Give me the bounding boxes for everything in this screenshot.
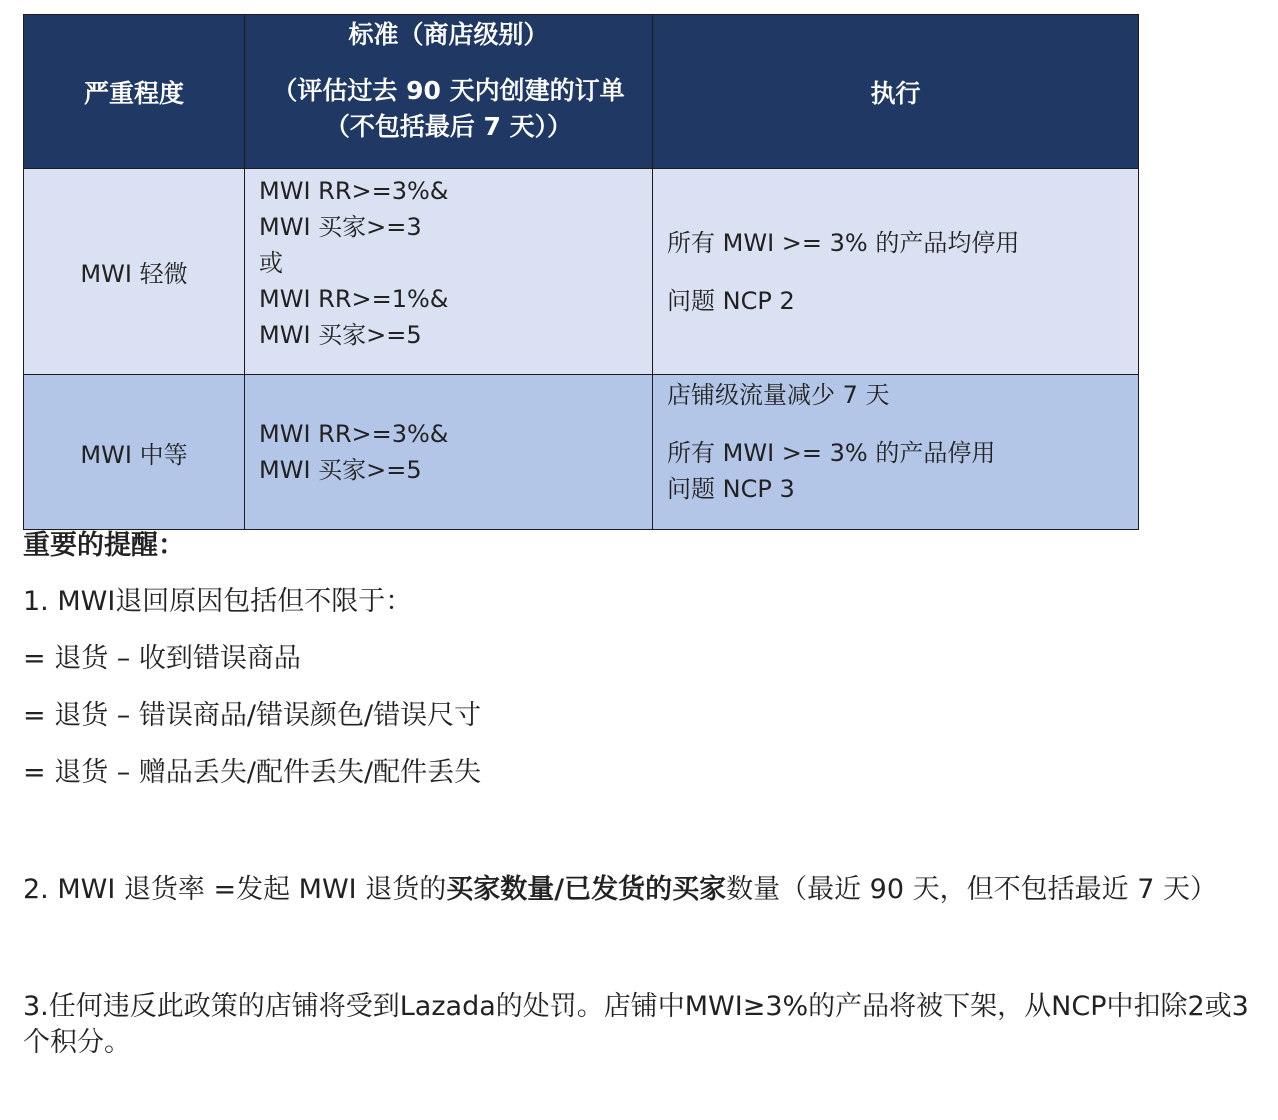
severity-cell [24,375,245,530]
criteria-line: MWI RR>=1%& [259,285,449,313]
table-row [24,375,1139,530]
criteria-line: MWI 买家>=3 [259,213,422,241]
severity-cell [24,169,245,375]
criteria-cell [245,375,653,530]
action-line: 所有 MWI >= 3% 的产品均停用 [667,228,1020,257]
severity-label: MWI 轻微 [80,260,188,288]
header-criteria-title: 标准（商店级别） [348,20,549,49]
criteria-line: MWI RR>=3%& [259,177,449,205]
note-item-2-prefix: 2. MWI 退货率 =发起 MWI 退货的 [23,874,447,905]
header-severity [24,15,245,169]
note-bullet: = 退货 – 错误商品/错误颜色/错误尺寸 [23,700,482,731]
action-line: 店铺级流量减少 7 天 [667,381,890,409]
header-action [653,15,1139,169]
criteria-cell [245,169,653,375]
note-bullet: = 退货 – 收到错误商品 [23,643,301,674]
note-item-3: 3.任何违反此政策的店铺将受到Lazada的处罚。店铺中MWI≥3%的产品将被下架，从NCP中扣除2或3个积分。 [23,991,1249,1058]
action-line: 问题 NCP 3 [667,475,795,503]
note-item-2-sep: / [554,874,565,905]
note-item-2-bold1: 买家数量 [446,874,555,905]
header-action-label: 执行 [870,78,921,108]
note-bullet: = 退货 – 赠品丢失/配件丢失/配件丢失 [23,757,482,788]
header-criteria-sub1: （评估过去 90 天内创建的订单 [272,76,625,105]
header-criteria-sub2: （不包括最后 7 天）） [324,112,573,141]
table-header-row [24,15,1139,169]
criteria-line: MWI RR>=3%& [259,420,449,448]
note-item-2-bold2: 已发货的买家 [564,874,727,905]
severity-label: MWI 中等 [80,440,188,469]
notes-heading: 重要的提醒： [23,530,185,561]
policy-table [23,14,1139,530]
criteria-line: 或 [259,249,283,277]
action-cell [653,375,1139,530]
note-item-2-suffix: 数量（最近 90 天，但不包括最近 7 天） [726,874,1217,905]
action-cell [653,169,1139,375]
action-line: 所有 MWI >= 3% 的产品停用 [667,439,996,467]
table-row [24,169,1139,375]
header-criteria [245,15,653,169]
header-severity-label: 严重程度 [83,78,184,108]
note-item-1: 1. MWI退回原因包括但不限于： [23,586,413,617]
action-line: 问题 NCP 2 [667,286,795,315]
note-item-2 [23,872,1253,908]
notes-section [23,528,1253,1082]
criteria-line: MWI 买家>=5 [259,321,422,349]
criteria-line: MWI 买家>=5 [259,456,422,484]
